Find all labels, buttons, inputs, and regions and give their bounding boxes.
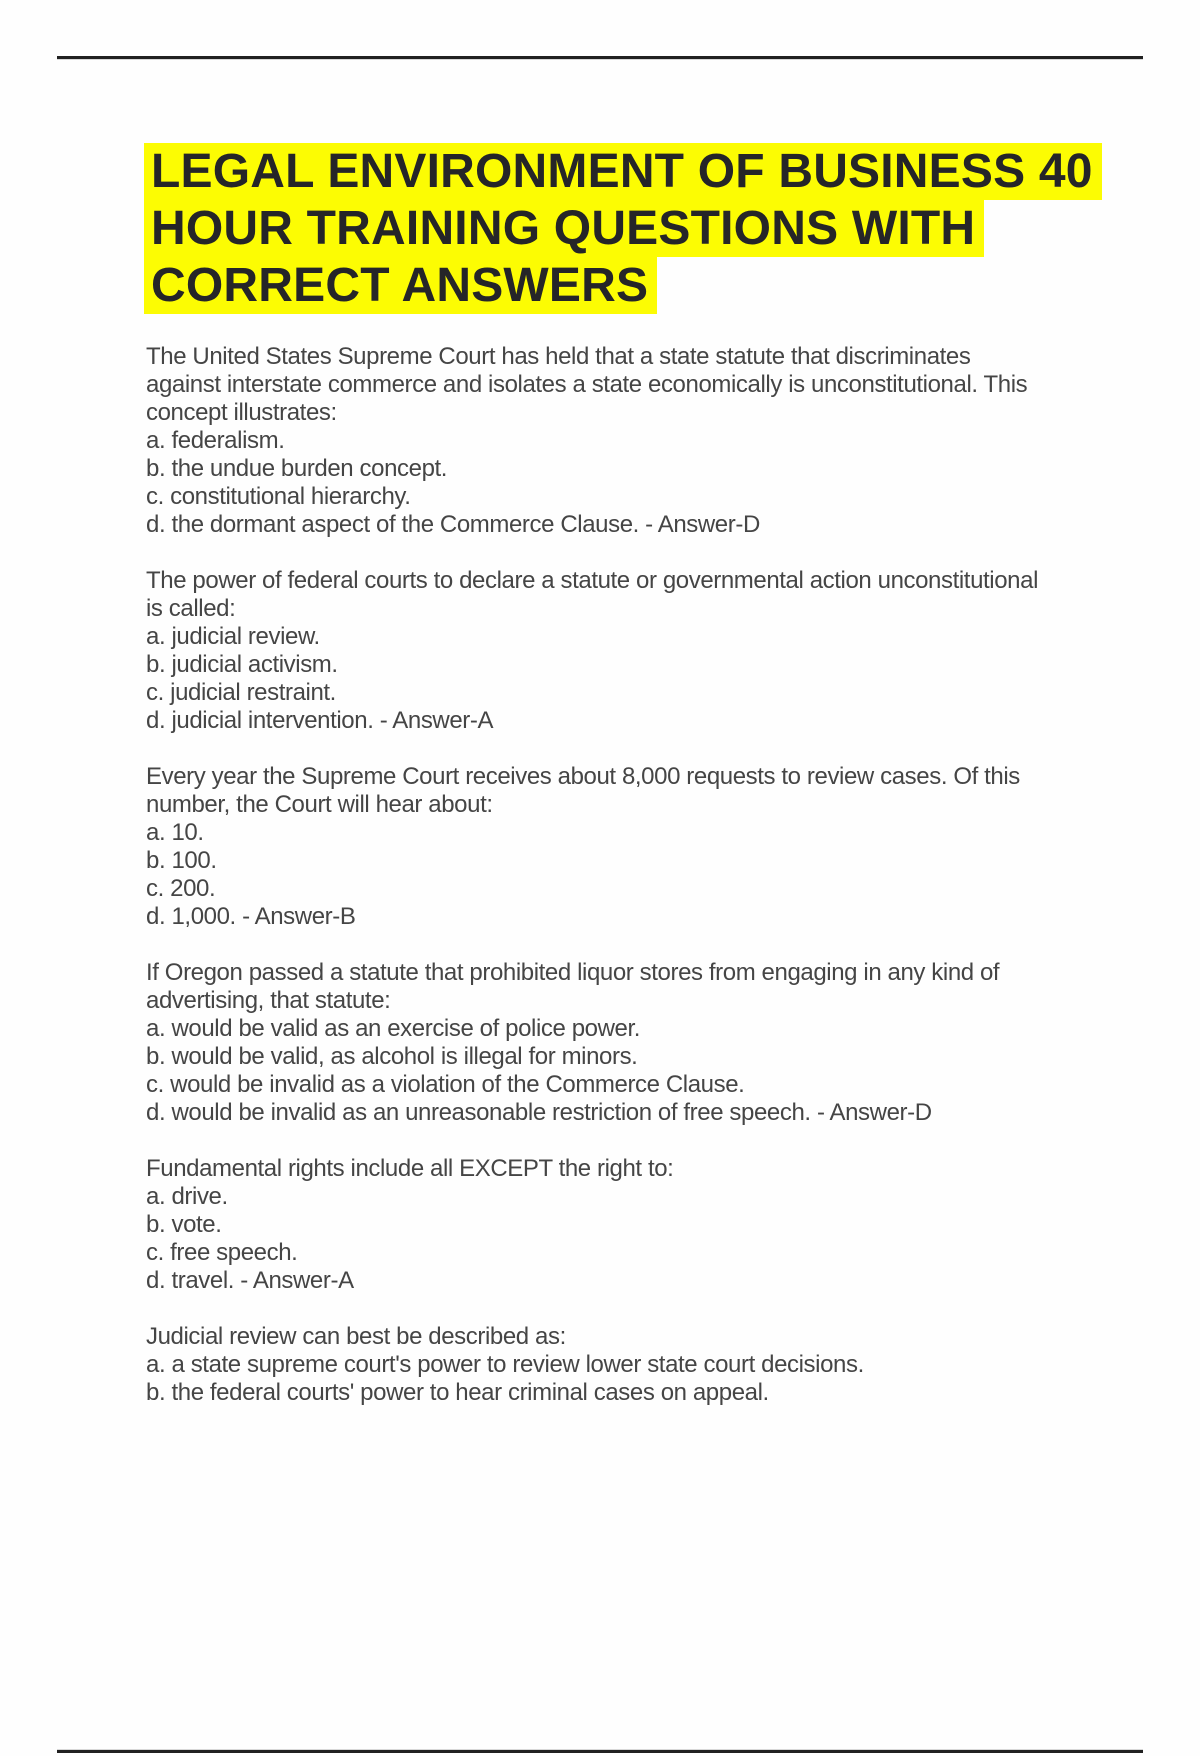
question-block: Every year the Supreme Court receives about 8,000 requests to review cases. Of this number, the Court will hear about: a. 10. b. 100. c. 200. d. 1,000. - Answer-B bbox=[146, 763, 1020, 930]
question-block: Judicial review can best be described as: a. a state supreme court's power to review lower state court decisions. b. the federal courts' power to hear criminal cases on appeal. bbox=[146, 1323, 864, 1406]
question-block: The United States Supreme Court has held that a state statute that discriminates against interstate commerce and isolates a state economically is unconstitutional. This concept illustrates: a. federalism. b. the undue burden concept. c. constitutional hierarchy. d. the dormant aspect of the Commerce Clause. - Answer-D bbox=[146, 343, 1028, 538]
top-rule bbox=[57, 56, 1143, 59]
page-title bbox=[144, 143, 1200, 314]
question-block: If Oregon passed a statute that prohibited liquor stores from engaging in any kind of advertising, that statute: a. would be valid as an exercise of police power. b. would be valid, as alcohol is illegal for minors. c. would be invalid as a violation of the Commerce Clause. d. would be invalid as an unreasonable restriction of free speech. - Answer-D bbox=[146, 959, 1000, 1126]
page-title-line: CORRECT ANSWERS bbox=[144, 257, 657, 314]
page-title-line: LEGAL ENVIRONMENT OF BUSINESS 40 bbox=[144, 143, 1102, 200]
document-page bbox=[0, 56, 1200, 1756]
bottom-rule bbox=[57, 1750, 1143, 1753]
question-block: Fundamental rights include all EXCEPT the right to: a. drive. b. vote. c. free speech. d. travel. - Answer-A bbox=[146, 1155, 674, 1294]
question-block: The power of federal courts to declare a statute or governmental action unconstitutional is called: a. judicial review. b. judicial activism. c. judicial restraint. d. judicial intervention. - Answer-A bbox=[146, 567, 1038, 734]
page-title-line: HOUR TRAINING QUESTIONS WITH bbox=[144, 200, 984, 257]
questions-section bbox=[146, 343, 1156, 1407]
